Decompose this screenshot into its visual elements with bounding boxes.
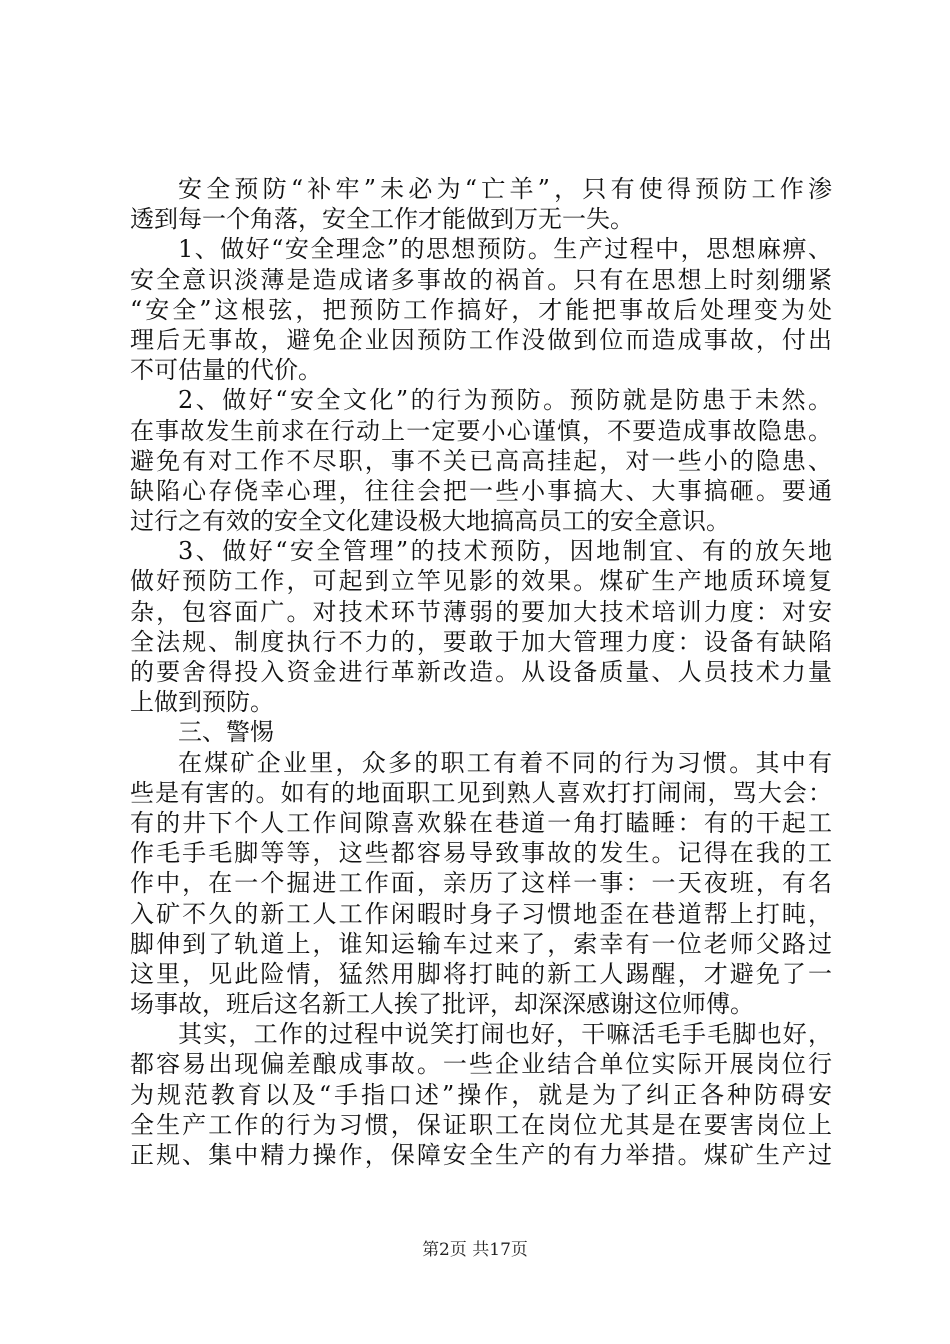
text-line: 在事故发生前求在行动上一定要小心谨慎，不要造成事故隐患。 (130, 416, 832, 445)
text-line: 过行之有效的安全文化建设极大地搞高员工的安全意识。 (130, 507, 730, 536)
text-line: 上做到预防。 (130, 688, 274, 717)
text-line: 三、警惕 (178, 718, 274, 747)
text-line: 作毛手毛脚等等，这些都容易导致事故的发生。记得在我的工 (130, 839, 832, 868)
text-line: 入矿不久的新工人工作闲暇时身子习惯地歪在巷道帮上打盹， (130, 899, 832, 928)
text-line: 安全预防“补牢”未必为“亡羊”，只有使得预防工作渗 (178, 175, 832, 203)
text-line: 避免有对工作不尽职，事不关已高高挂起，对一些小的隐患、 (130, 446, 832, 475)
text-line: 杂，包容面广。对技术环节薄弱的要加大技术培训力度：对安 (130, 597, 832, 626)
text-line: 些是有害的。如有的地面职工见到熟人喜欢打打闹闹，骂大会： (130, 778, 832, 807)
text-line: 1、做好“安全理念”的思想预防。生产过程中，思想麻痹、 (178, 235, 832, 264)
text-line: 安全意识淡薄是造成诸多事故的祸首。只有在思想上时刻绷紧 (130, 265, 832, 294)
text-line: “安全”这根弦，把预防工作搞好，才能把事故后处理变为处 (130, 295, 832, 324)
text-line: 作中，在一个掘进工作面，亲历了这样一事：一天夜班，有名 (130, 869, 832, 898)
text-line: 透到每一个角落，安全工作才能做到万无一失。 (130, 205, 634, 234)
text-line: 不可估量的代价。 (130, 356, 322, 385)
text-line: 其实，工作的过程中说笑打闹也好，干嘛活毛手毛脚也好， (178, 1020, 832, 1049)
text-line: 有的井下个人工作间隙喜欢躲在巷道一角打瞌睡：有的干起工 (130, 808, 832, 837)
text-line: 缺陷心存侥幸心理，往往会把一些小事搞大、大事搞砸。要通 (130, 476, 832, 505)
text-line: 这里，见此险情，猛然用脚将打盹的新工人踢醒，才避免了一 (130, 959, 832, 988)
text-line: 全生产工作的行为习惯，保证职工在岗位尤其是在要害岗位上 (130, 1110, 832, 1139)
text-line: 全法规、制度执行不力的，要敢于加大管理力度：设备有缺陷 (130, 627, 832, 656)
text-line: 理后无事故，避免企业因预防工作没做到位而造成事故，付出 (130, 325, 832, 354)
text-line: 的要舍得投入资金进行革新改造。从设备质量、人员技术力量 (130, 658, 832, 686)
text-line: 脚伸到了轨道上，谁知运输车过来了，索幸有一位老师父路过 (130, 929, 832, 958)
text-line: 3、做好“安全管理”的技术预防，因地制宜、有的放矢地 (178, 537, 832, 566)
text-line: 做好预防工作，可起到立竿见影的效果。煤矿生产地质环境复 (130, 567, 832, 596)
document-body (130, 174, 832, 1170)
text-line: 在煤矿企业里，众多的职工有着不同的行为习惯。其中有 (178, 748, 832, 777)
text-line: 为规范教育以及“手指口述”操作，就是为了纠正各种防碍安 (130, 1080, 832, 1109)
text-line: 正规、集中精力操作，保障安全生产的有力举措。煤矿生产过 (130, 1141, 832, 1169)
page-footer: 第2页 共17页 (422, 1240, 528, 1260)
text-line: 场事故，班后这名新工人挨了批评，却深深感谢这位师傅。 (130, 990, 754, 1019)
text-line: 2、做好“安全文化”的行为预防。预防就是防患于未然。 (178, 386, 832, 415)
text-line: 都容易出现偏差酿成事故。一些企业结合单位实际开展岗位行 (130, 1050, 832, 1079)
